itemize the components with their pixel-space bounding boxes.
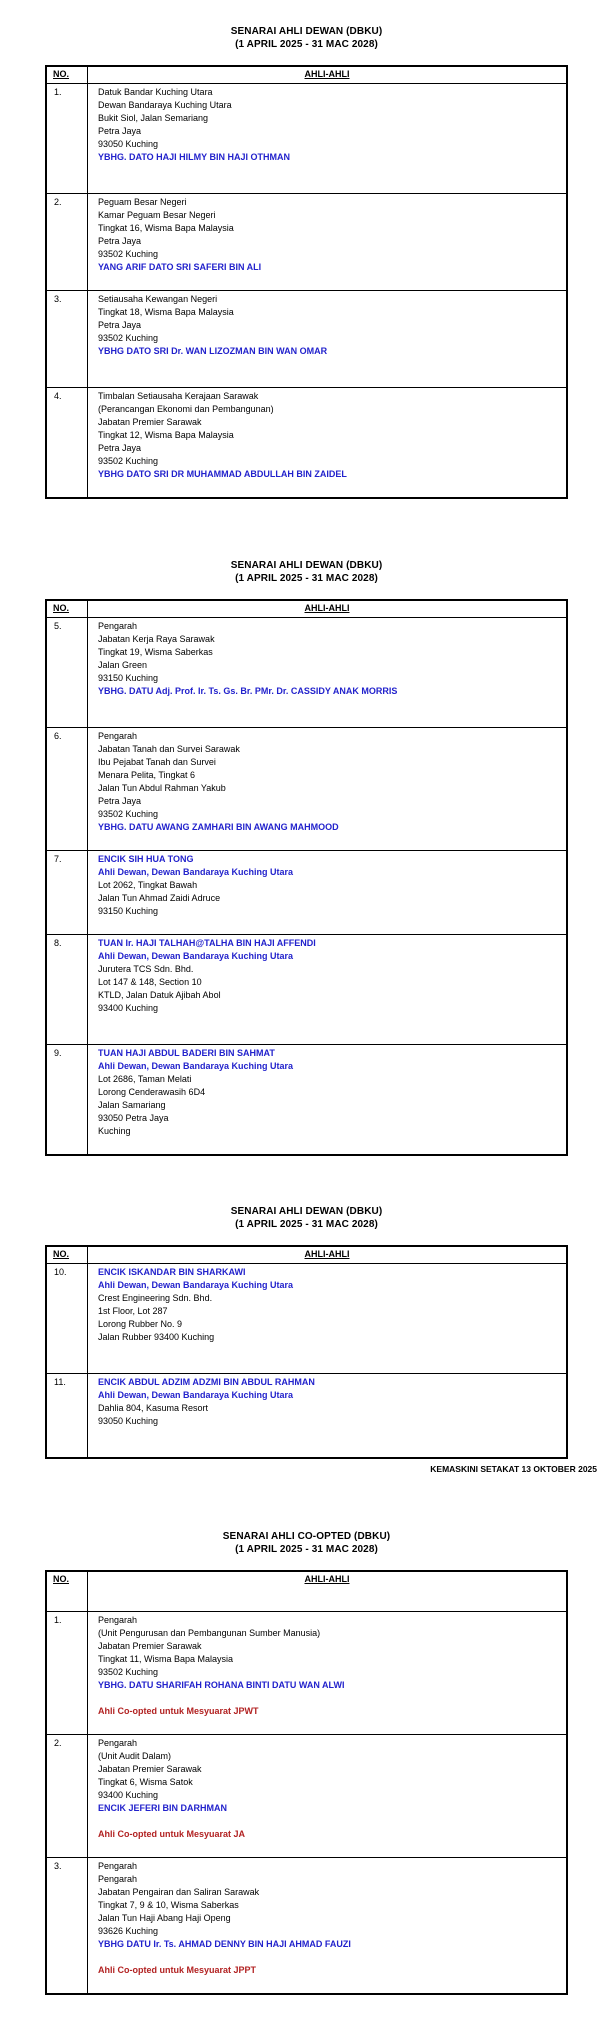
row-number: 11. [46,1374,88,1459]
address-line: (Unit Audit Dalam) [98,1751,172,1761]
address-line: Tingkat 7, 9 & 10, Wisma Saberkas [98,1900,239,1910]
member-cell [88,1735,568,1858]
address-line: (Unit Pengurusan dan Pembangunan Sumber Manusia) [98,1628,321,1638]
address-line: Pengarah [98,1861,138,1871]
address-line: Lot 147 & 148, Section 10 [98,977,202,987]
member-name: YBHG DATO SRI DR MUHAMMAD ABDULLAH BIN ZAIDEL [98,469,347,479]
spacer-line [98,711,560,724]
column-header-no: NO. [46,600,88,618]
address-line: Petra Jaya [98,796,142,806]
address-line: Pengarah [98,621,138,631]
update-note: KEMASKINI SETAKAT 13 OKTOBER 2025 [430,1464,597,1474]
members-table [45,599,568,1156]
table-header-row [46,600,567,618]
spacer-line [98,1028,560,1041]
address-line: Dewan Bandaraya Kuching Utara [98,100,232,110]
address-line: Jalan Tun Haji Abang Haji Openg [98,1913,231,1923]
member-cell [88,84,568,194]
address-line: Lot 2062, Tingkat Bawah [98,880,198,890]
row-number: 3. [46,291,88,388]
address-line: 93150 Kuching [98,673,159,683]
spacer-line [98,1441,560,1454]
table-row [46,1612,567,1735]
table-row [46,851,567,935]
address-line: Kamar Peguam Besar Negeri [98,210,216,220]
address-line: Jalan Tun Abdul Rahman Yakub [98,783,226,793]
address-line: Petra Jaya [98,126,142,136]
address-line: 93050 Kuching [98,139,159,149]
address-line: Pengarah [98,1874,138,1884]
address-line: Ibu Pejabat Tanah dan Survei [98,757,216,767]
address-line: Datuk Bandar Kuching Utara [98,87,213,97]
member-name: ENCIK SIH HUA TONG [98,854,194,864]
row-number: 4. [46,388,88,499]
address-line: 93502 Kuching [98,333,159,343]
member-name: YANG ARIF DATO SRI SAFERI BIN ALI [98,262,262,272]
row-number: 1. [46,1612,88,1735]
spacer-line [98,1015,560,1028]
address-line: Jabatan Kerja Raya Sarawak [98,634,215,644]
member-name: Ahli Dewan, Dewan Bandaraya Kuching Utara [98,951,294,961]
table-row [46,388,567,499]
address-line: Jabatan Premier Sarawak [98,1764,202,1774]
address-line: Bukit Siol, Jalan Semariang [98,113,209,123]
member-name: Ahli Dewan, Dewan Bandaraya Kuching Utara [98,867,294,877]
spacer-line [98,1428,560,1441]
table-row [46,194,567,291]
column-header-members: AHLI-AHLI [88,600,568,618]
table-row [46,935,567,1045]
column-header-no: NO. [46,1571,88,1612]
table-header-row [46,1246,567,1264]
spacer-line [98,1977,560,1990]
member-name: YBHG. DATO HAJI HILMY BIN HAJI OTHMAN [98,152,291,162]
member-cell [88,388,568,499]
address-line: 93050 Petra Jaya [98,1113,169,1123]
members-table [45,1570,568,1995]
member-name: ENCIK JEFERI BIN DARHMAN [98,1803,228,1813]
table-row [46,728,567,851]
address-line: Kuching [98,1126,131,1136]
address-line: Tingkat 16, Wisma Bapa Malaysia [98,223,234,233]
spacer-line [98,481,560,494]
address-line: Jabatan Pengairan dan Saliran Sarawak [98,1887,260,1897]
address-line: (Perancangan Ekonomi dan Pembangunan) [98,404,274,414]
table-row [46,618,567,728]
spacer-line [98,371,560,384]
spacer-line [98,1841,560,1854]
spacer-line [98,1138,560,1151]
address-line: Petra Jaya [98,236,142,246]
address-line: 93502 Kuching [98,809,159,819]
member-name: YBHG. DATU SHARIFAH ROHANA BINTI DATU WAN ALWI [98,1680,345,1690]
table-row [46,1858,567,1995]
address-line: Jalan Green [98,660,148,670]
column-header-members: AHLI-AHLI [88,66,568,84]
row-number: 5. [46,618,88,728]
column-header-no: NO. [46,66,88,84]
address-line: Jabatan Premier Sarawak [98,417,202,427]
address-line: Jurutera TCS Sdn. Bhd. [98,964,194,974]
table-row [46,84,567,194]
spacer-line [98,1692,560,1705]
member-name: TUAN HAJI ABDUL BADERI BIN SAHMAT [98,1048,275,1058]
section-dewan-page-3 [45,1205,568,1459]
address-line: KTLD, Jalan Datuk Ajibah Abol [98,990,221,1000]
address-line: Tingkat 6, Wisma Satok [98,1777,193,1787]
address-line: 93502 Kuching [98,1667,159,1677]
row-number: 8. [46,935,88,1045]
address-line: Pengarah [98,1615,138,1625]
address-line: Setiausaha Kewangan Negeri [98,294,218,304]
address-line: Jalan Samariang [98,1100,166,1110]
address-line: 93150 Kuching [98,906,159,916]
member-name: ENCIK ABDUL ADZIM ADZMI BIN ABDUL RAHMAN [98,1377,315,1387]
spacer-line [98,177,560,190]
member-cell [88,1858,568,1995]
section-title: SENARAI AHLI CO-OPTED (DBKU) [222,1531,391,1542]
address-line: Lorong Cenderawasih 6D4 [98,1087,206,1097]
co-opted-role: Ahli Co-opted untuk Mesyuarat JA [98,1829,246,1839]
address-line: Menara Pelita, Tingkat 6 [98,770,196,780]
table-header-row [46,66,567,84]
row-number: 3. [46,1858,88,1995]
member-name: Ahli Dewan, Dewan Bandaraya Kuching Utara [98,1280,294,1290]
section-title: SENARAI AHLI DEWAN (DBKU) [230,26,383,37]
spacer-line [98,1815,560,1828]
address-line: Dahlia 804, Kasuma Resort [98,1403,209,1413]
spacer-line [98,698,560,711]
address-line: Jalan Tun Ahmad Zaidi Adruce [98,893,221,903]
member-name: YBHG. DATU AWANG ZAMHARI BIN AWANG MAHMOOD [98,822,339,832]
member-name: TUAN Ir. HAJI TALHAH@TALHA BIN HAJI AFFENDI [98,938,316,948]
address-line: Tingkat 11, Wisma Bapa Malaysia [98,1654,234,1664]
member-name: YBHG. DATU Adj. Prof. Ir. Ts. Gs. Br. PMr. Dr. CASSIDY ANAK MORRIS [98,686,398,696]
member-cell [88,291,568,388]
table-row [46,1735,567,1858]
address-line: Tingkat 18, Wisma Bapa Malaysia [98,307,234,317]
address-line: Petra Jaya [98,443,142,453]
column-header-no: NO. [46,1246,88,1264]
row-number: 9. [46,1045,88,1156]
address-line: 1st Floor, Lot 287 [98,1306,168,1316]
member-cell [88,1264,568,1374]
address-line: 93502 Kuching [98,249,159,259]
members-table [45,65,568,499]
co-opted-role: Ahli Co-opted untuk Mesyuarat JPWT [98,1706,259,1716]
section-dewan-page-1 [45,25,568,499]
address-line: Petra Jaya [98,320,142,330]
address-line: Peguam Besar Negeri [98,197,187,207]
address-line: Crest Engineering Sdn. Bhd. [98,1293,213,1303]
section-subtitle: (1 APRIL 2025 - 31 MAC 2028) [235,1544,378,1555]
row-number: 1. [46,84,88,194]
table-header-row [46,1571,567,1612]
address-line: Jalan Rubber 93400 Kuching [98,1332,215,1342]
row-number: 10. [46,1264,88,1374]
address-line: 93050 Kuching [98,1416,159,1426]
address-line: Pengarah [98,731,138,741]
address-line: Lot 2686, Taman Melati [98,1074,192,1084]
member-name: YBHG DATO SRI Dr. WAN LIZOZMAN BIN WAN OMAR [98,346,328,356]
spacer-line [98,1344,560,1357]
spacer-line [98,164,560,177]
spacer-line [98,358,560,371]
address-line: 93400 Kuching [98,1003,159,1013]
row-number: 2. [46,1735,88,1858]
address-line: 93400 Kuching [98,1790,159,1800]
address-line: Tingkat 19, Wisma Saberkas [98,647,213,657]
section-title: SENARAI AHLI DEWAN (DBKU) [230,1206,383,1217]
column-header-members: AHLI-AHLI [88,1571,568,1612]
address-line: Pengarah [98,1738,138,1748]
spacer-line [98,1951,560,1964]
table-row [46,1045,567,1156]
row-number: 7. [46,851,88,935]
section-dewan-page-2 [45,559,568,1156]
member-cell [88,194,568,291]
address-line: Jabatan Tanah dan Survei Sarawak [98,744,240,754]
members-table [45,1245,568,1459]
co-opted-role: Ahli Co-opted untuk Mesyuarat JPPT [98,1965,257,1975]
member-name: Ahli Dewan, Dewan Bandaraya Kuching Utara [98,1390,294,1400]
address-line: 93502 Kuching [98,456,159,466]
address-line: 93626 Kuching [98,1926,159,1936]
section-co-opted [45,1530,568,1995]
address-line: Lorong Rubber No. 9 [98,1319,183,1329]
address-line: Tingkat 12, Wisma Bapa Malaysia [98,430,234,440]
spacer-line [98,1357,560,1370]
section-title: SENARAI AHLI DEWAN (DBKU) [230,560,383,571]
column-header-members: AHLI-AHLI [88,1246,568,1264]
member-cell [88,851,568,935]
member-cell [88,728,568,851]
row-number: 6. [46,728,88,851]
member-cell [88,618,568,728]
section-subtitle: (1 APRIL 2025 - 31 MAC 2028) [235,39,378,50]
address-line: Timbalan Setiausaha Kerajaan Sarawak [98,391,259,401]
spacer-line [98,918,560,931]
address-line: Jabatan Premier Sarawak [98,1641,202,1651]
table-row [46,291,567,388]
spacer-line [98,1718,560,1731]
member-cell [88,935,568,1045]
row-number: 2. [46,194,88,291]
spacer-line [98,274,560,287]
table-row [46,1374,567,1459]
member-name: Ahli Dewan, Dewan Bandaraya Kuching Utara [98,1061,294,1071]
member-cell [88,1374,568,1459]
member-name: ENCIK ISKANDAR BIN SHARKAWI [98,1267,246,1277]
member-cell [88,1045,568,1156]
member-cell [88,1612,568,1735]
spacer-line [98,834,560,847]
member-name: YBHG DATU Ir. Ts. AHMAD DENNY BIN HAJI AHMAD FAUZI [98,1939,351,1949]
section-subtitle: (1 APRIL 2025 - 31 MAC 2028) [235,573,378,584]
table-row [46,1264,567,1374]
section-subtitle: (1 APRIL 2025 - 31 MAC 2028) [235,1219,378,1230]
